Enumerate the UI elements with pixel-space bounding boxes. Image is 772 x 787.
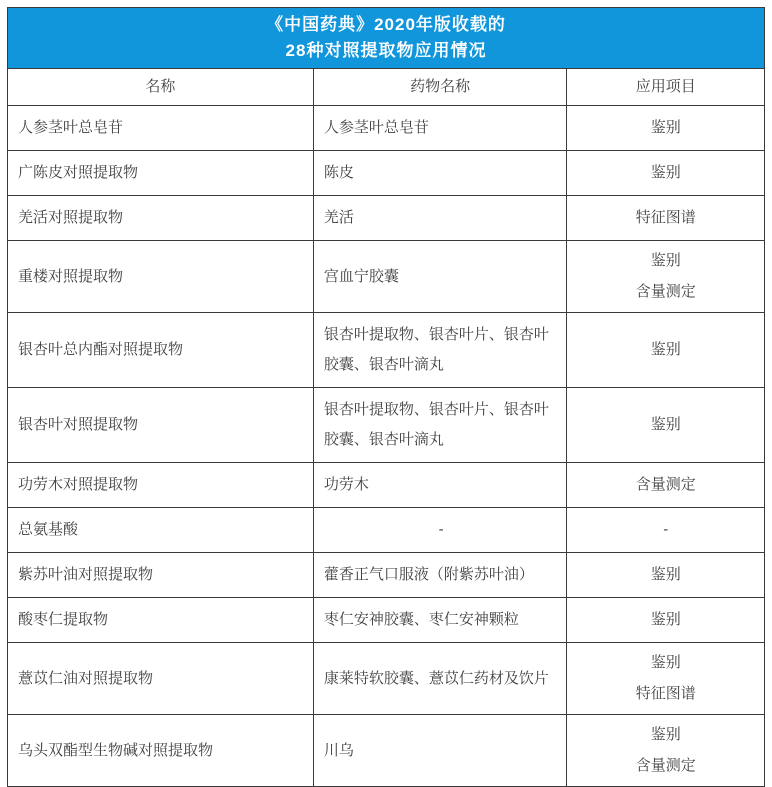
extract-name-cell: 羌活对照提取物 bbox=[8, 196, 314, 241]
extract-name-cell: 乌头双酯型生物碱对照提取物 bbox=[8, 715, 314, 787]
table-row bbox=[8, 715, 765, 787]
application-item: 鉴别 bbox=[650, 611, 681, 628]
extract-name-cell: 功劳木对照提取物 bbox=[8, 463, 314, 508]
drug-name-cell: 人参茎叶总皂苷 bbox=[313, 106, 567, 151]
application-item: 含量测定 bbox=[635, 283, 696, 300]
extract-name-cell: 人参茎叶总皂苷 bbox=[8, 106, 314, 151]
application-item: 鉴别 bbox=[650, 164, 681, 181]
application-cell bbox=[567, 463, 765, 508]
table-row bbox=[8, 598, 765, 643]
table-row bbox=[8, 643, 765, 715]
application-item: 鉴别 bbox=[650, 566, 681, 583]
application-item: 鉴别 bbox=[650, 252, 681, 269]
table-title-line-2: 28种对照提取物应用情况 bbox=[285, 41, 487, 60]
extract-name-cell: 紫苏叶油对照提取物 bbox=[8, 553, 314, 598]
application-cell bbox=[567, 151, 765, 196]
pharmacopoeia-extracts-table bbox=[7, 7, 765, 787]
extract-name-cell: 薏苡仁油对照提取物 bbox=[8, 643, 314, 715]
application-cell bbox=[567, 508, 765, 553]
drug-name-cell: 藿香正气口服液（附紫苏叶油） bbox=[313, 553, 567, 598]
extract-name-cell: 重楼对照提取物 bbox=[8, 241, 314, 313]
application-item: 鉴别 bbox=[650, 726, 681, 743]
table-row bbox=[8, 463, 765, 508]
drug-name-cell: 功劳木 bbox=[313, 463, 567, 508]
table-row bbox=[8, 508, 765, 553]
drug-name-cell: 银杏叶提取物、银杏叶片、银杏叶胶囊、银杏叶滴丸 bbox=[313, 388, 567, 463]
table-title bbox=[8, 8, 765, 69]
drug-name-cell: 银杏叶提取物、银杏叶片、银杏叶胶囊、银杏叶滴丸 bbox=[313, 313, 567, 388]
application-item: 鉴别 bbox=[650, 416, 681, 433]
application-item: 鉴别 bbox=[650, 341, 681, 358]
table-row bbox=[8, 313, 765, 388]
application-item: 含量测定 bbox=[635, 476, 696, 493]
application-item: 鉴别 bbox=[650, 119, 681, 136]
application-cell bbox=[567, 553, 765, 598]
application-item: 鉴别 bbox=[650, 654, 681, 671]
drug-name-cell: 康莱特软胶囊、薏苡仁药材及饮片 bbox=[313, 643, 567, 715]
application-cell bbox=[567, 388, 765, 463]
application-item: 特征图谱 bbox=[635, 209, 696, 226]
drug-name-cell: 枣仁安神胶囊、枣仁安神颗粒 bbox=[313, 598, 567, 643]
table-row bbox=[8, 553, 765, 598]
application-cell bbox=[567, 196, 765, 241]
application-cell bbox=[567, 313, 765, 388]
pharmacopoeia-extracts-table-wrap bbox=[7, 7, 765, 787]
table-row bbox=[8, 106, 765, 151]
table-row bbox=[8, 241, 765, 313]
drug-name-cell: 羌活 bbox=[313, 196, 567, 241]
application-cell bbox=[567, 715, 765, 787]
drug-name-cell: 川乌 bbox=[313, 715, 567, 787]
table-row bbox=[8, 196, 765, 241]
extract-name-cell: 广陈皮对照提取物 bbox=[8, 151, 314, 196]
application-cell bbox=[567, 241, 765, 313]
application-cell bbox=[567, 643, 765, 715]
extract-name-cell: 总氨基酸 bbox=[8, 508, 314, 553]
extract-name-cell: 银杏叶总内酯对照提取物 bbox=[8, 313, 314, 388]
column-header-application: 应用项目 bbox=[567, 69, 765, 106]
application-cell bbox=[567, 106, 765, 151]
column-header-drug: 药物名称 bbox=[313, 69, 567, 106]
table-body bbox=[8, 106, 765, 787]
application-item: 特征图谱 bbox=[635, 685, 696, 702]
application-item: 含量测定 bbox=[635, 757, 696, 774]
drug-name-cell: - bbox=[313, 508, 567, 553]
table-title-line-1: 《中国药典》2020年版收载的 bbox=[266, 15, 506, 34]
table-row bbox=[8, 151, 765, 196]
drug-name-cell: 宫血宁胶囊 bbox=[313, 241, 567, 313]
table-header-row bbox=[8, 69, 765, 106]
application-item: - bbox=[663, 521, 669, 538]
column-header-name: 名称 bbox=[8, 69, 314, 106]
extract-name-cell: 银杏叶对照提取物 bbox=[8, 388, 314, 463]
table-row bbox=[8, 388, 765, 463]
table-title-row bbox=[8, 8, 765, 69]
drug-name-cell: 陈皮 bbox=[313, 151, 567, 196]
application-cell bbox=[567, 598, 765, 643]
extract-name-cell: 酸枣仁提取物 bbox=[8, 598, 314, 643]
